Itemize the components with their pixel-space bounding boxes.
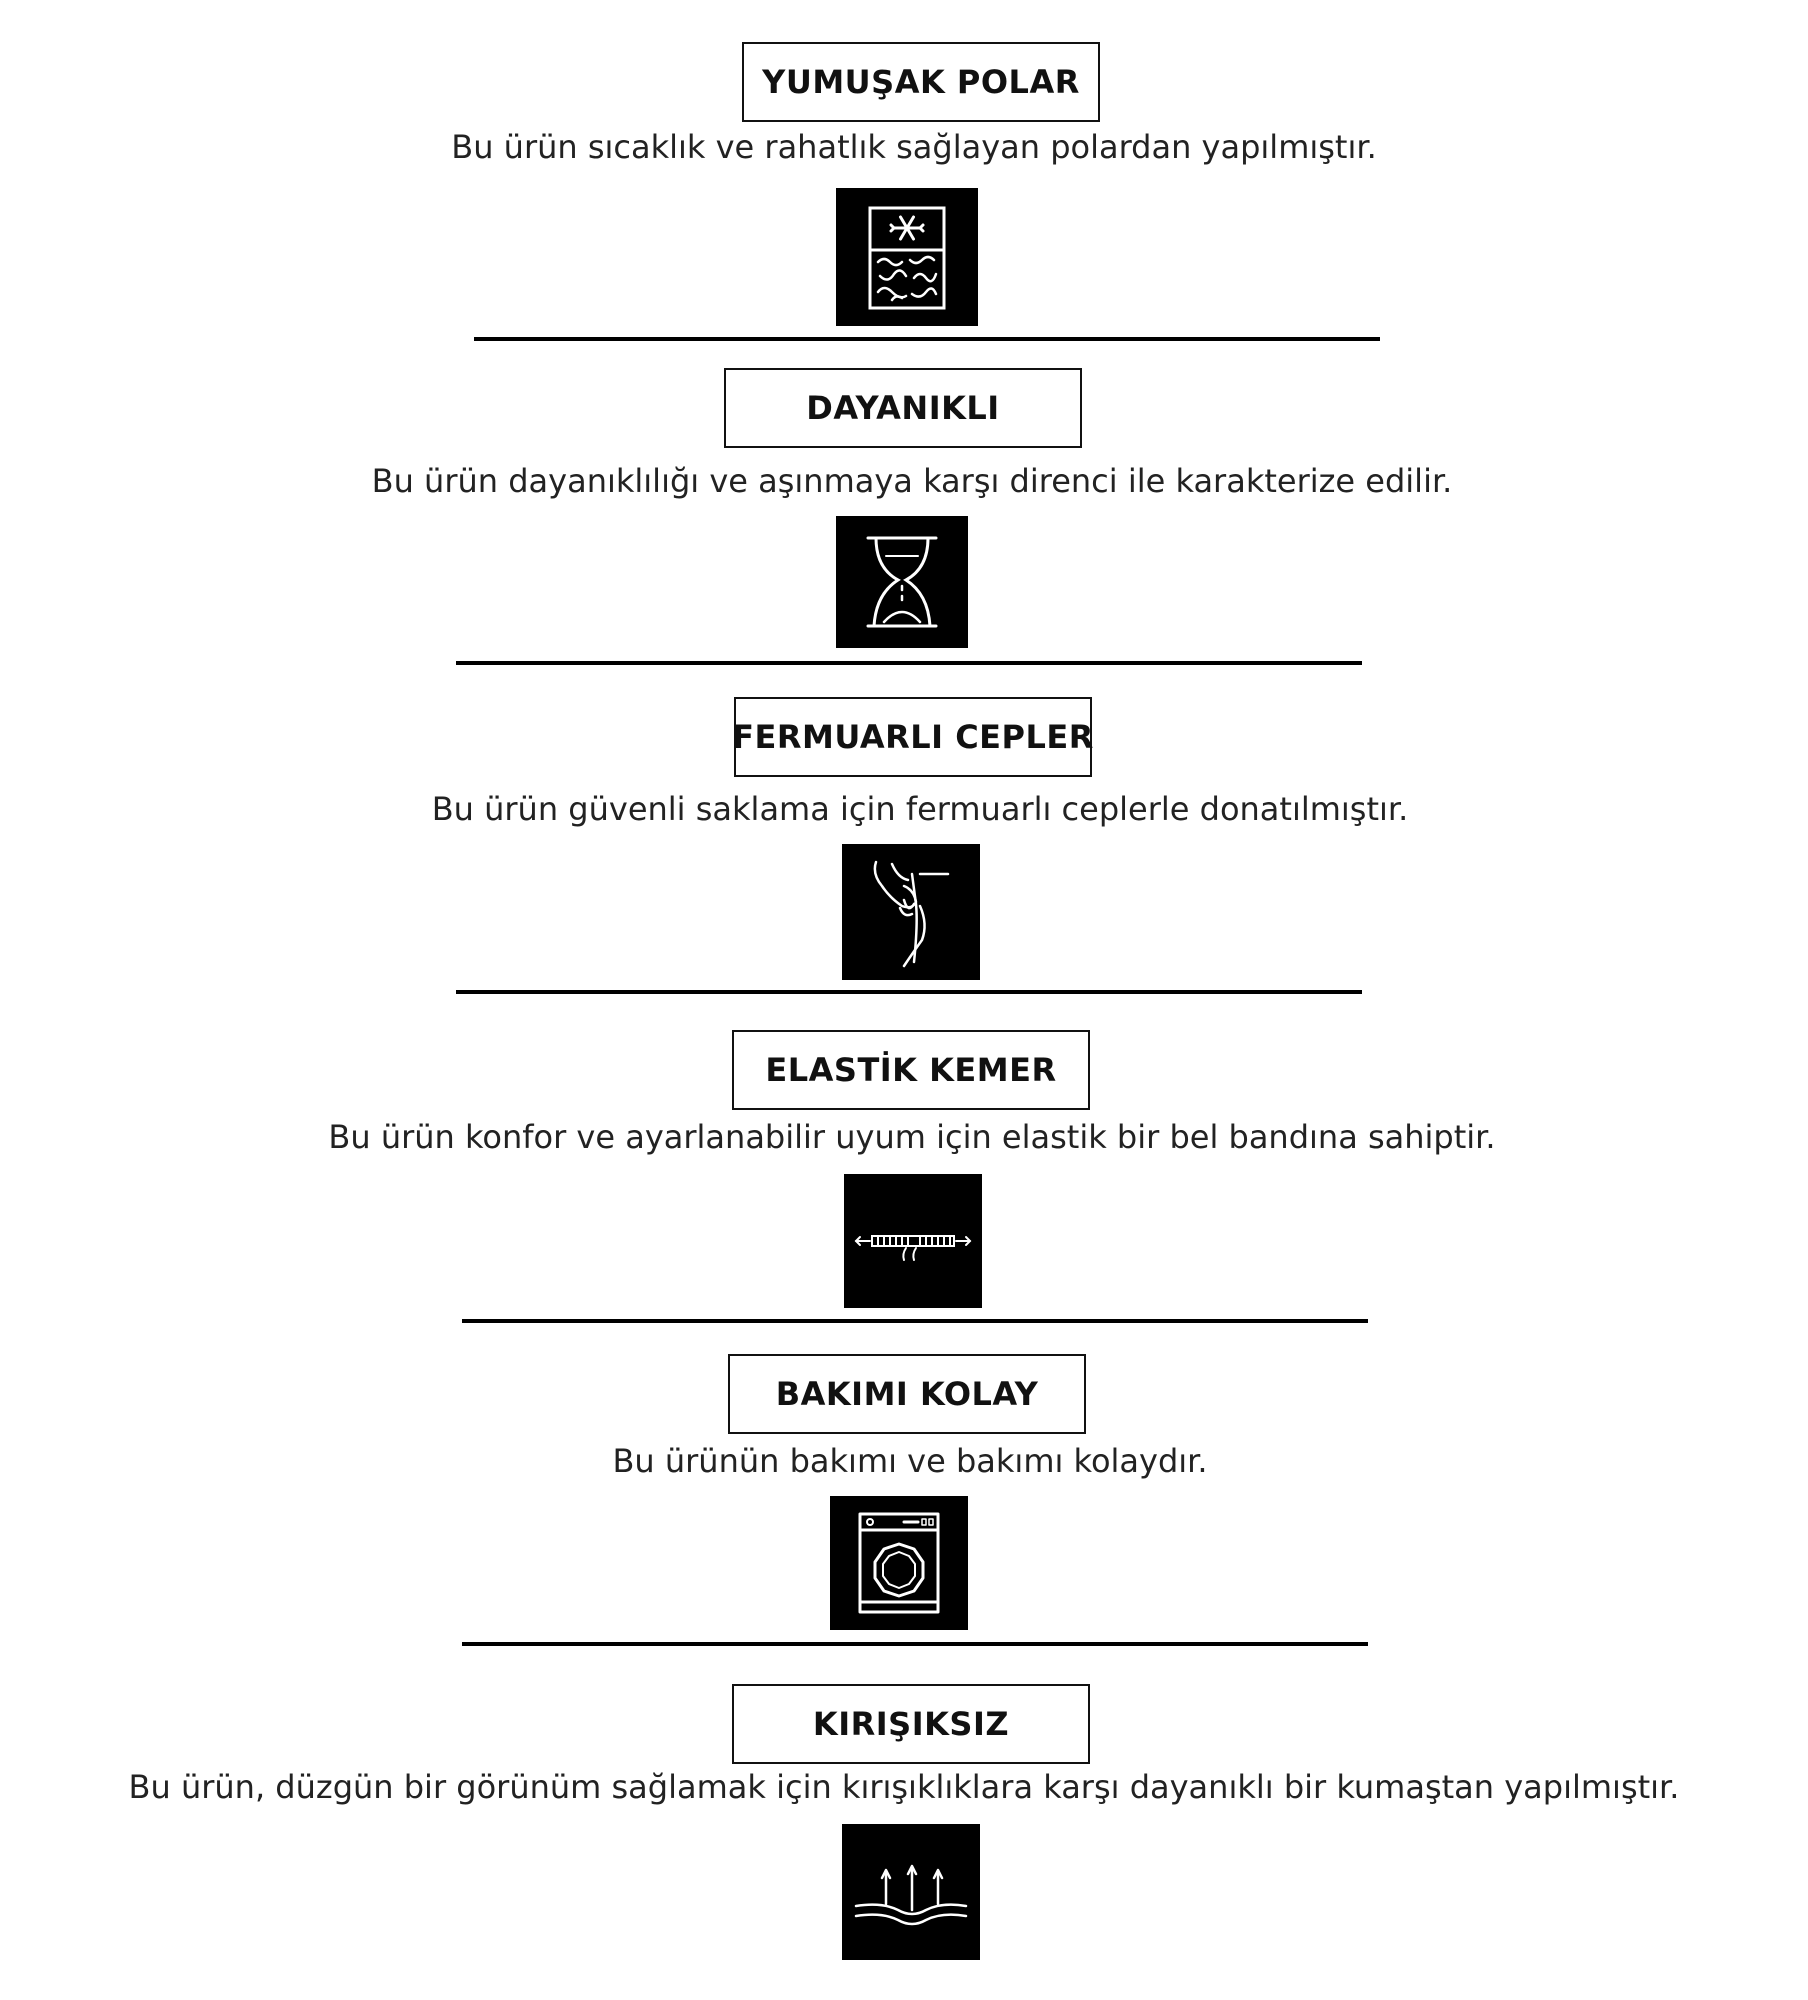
zipper-pocket-icon (842, 844, 980, 980)
divider (462, 1319, 1368, 1323)
divider (462, 1642, 1368, 1646)
feature-title: KIRIŞIKSIZ (812, 1705, 1010, 1743)
elastic-band-icon (844, 1174, 982, 1308)
feature-description: Bu ürünün bakımı ve bakımı kolaydır. (612, 1442, 1208, 1480)
feature-title-box (742, 42, 1100, 122)
feature-description: Bu ürün, düzgün bir görünüm sağlamak için kırışıklıklara karşı dayanıklı bir kumaştan yapılmıştır. (128, 1768, 1680, 1806)
feature-title-box (734, 697, 1092, 777)
feature-description: Bu ürün güvenli saklama için fermuarlı ceplerle donatılmıştır. (431, 790, 1409, 828)
feature-title: ELASTİK KEMER (765, 1051, 1057, 1089)
washing-machine-icon (830, 1496, 968, 1630)
feature-title-box (724, 368, 1082, 448)
feature-title: BAKIMI KOLAY (775, 1375, 1039, 1413)
divider (474, 337, 1380, 341)
feature-description: Bu ürün konfor ve ayarlanabilir uyum için elastik bir bel bandına sahiptir. (328, 1118, 1496, 1156)
feature-description: Bu ürün dayanıklılığı ve aşınmaya karşı direnci ile karakterize edilir. (371, 462, 1453, 500)
wrinkle-free-icon (842, 1824, 980, 1960)
feature-description: Bu ürün sıcaklık ve rahatlık sağlayan polardan yapılmıştır. (451, 128, 1377, 166)
feature-title-box (732, 1030, 1090, 1110)
feature-title-box (732, 1684, 1090, 1764)
feature-title: YUMUŞAK POLAR (762, 63, 1080, 101)
hourglass-icon (836, 516, 968, 648)
feature-title-box (728, 1354, 1086, 1434)
feature-title: DAYANIKLI (806, 389, 1000, 427)
divider (456, 661, 1362, 665)
fleece-icon (836, 188, 978, 326)
feature-title: FERMUARLI CEPLER (732, 718, 1094, 756)
divider (456, 990, 1362, 994)
